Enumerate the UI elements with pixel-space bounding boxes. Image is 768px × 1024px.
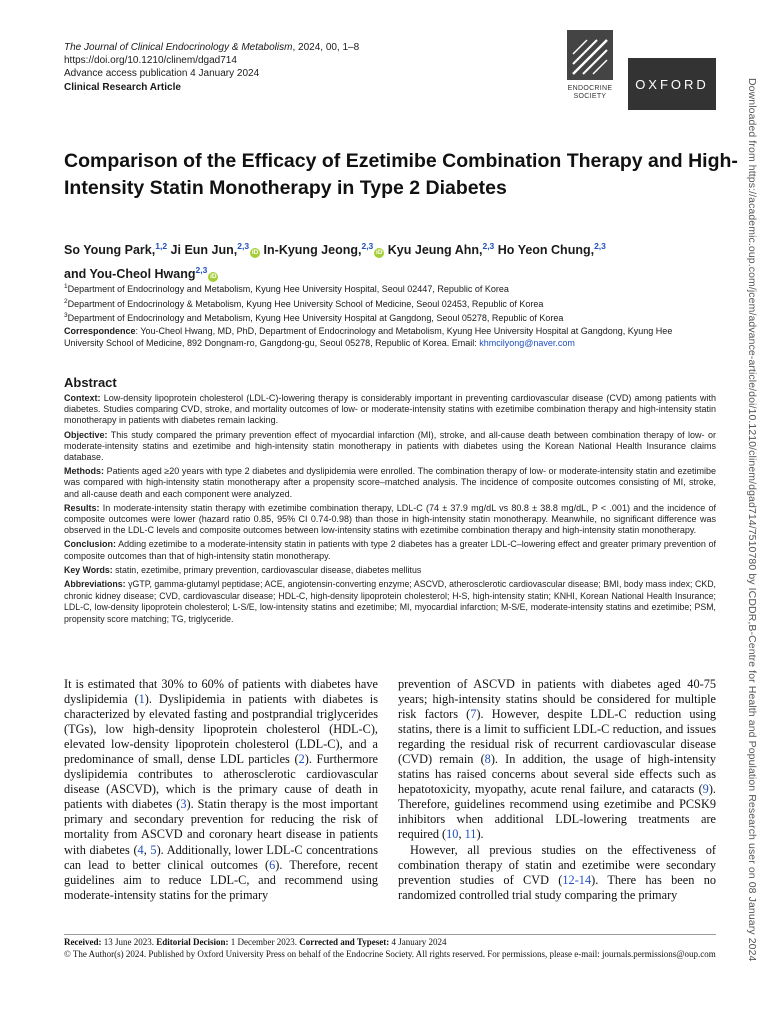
author-list bbox=[64, 236, 744, 284]
reference-link[interactable]: 10 bbox=[446, 827, 459, 842]
affiliations bbox=[64, 281, 744, 325]
author-name[interactable]: Ji Eun Jun, bbox=[170, 243, 238, 258]
body-paragraph: It is estimated that 30% to 60% of patients with diabetes have dyslipidemia (1). Dyslipidemia in patients with diabetes is characterized by elevated fasting and postprandial triglycerides (TGs), low high-density lipoprotein cholesterol (HDL-C), elevated low-density lipoprotein cholesterol (LDL-C), and a predominance of small, dense LDL particles (2). Furthermore dyslipidemia contributes to atherosclerotic cardiovascular disease (ASCVD), which is the primary cause of death in patients with diabetes (3). Statin therapy is the most important primary and secondary prevention for reducing the risk of mortality from ASCVD and coronary heart disease in patients with diabetes (4, 5). Additionally, lower LDL-C concentrations can lead to better clinical outcomes (6). Therefore, recent guidelines aim to reduce LDL-C, and recommend using moderate-intensity statins for the primary bbox=[64, 677, 379, 902]
journal-name: The Journal of Clinical Endocrinology & Metabolism bbox=[64, 42, 293, 53]
author-name[interactable]: Kyu Jeung Ahn, bbox=[387, 243, 483, 258]
orcid-icon[interactable]: iD bbox=[376, 249, 383, 257]
abstract-objective: Objective: This study compared the primary prevention effect of myocardial infarction (MI), stroke, and all-cause death between combination therapy of low- or moderate-intensity statins and ezetimibe and high-intensity statin monotherapy in patients with diabetes using the Korean National Health Insurance claims database. bbox=[64, 429, 716, 463]
reference-link[interactable]: 11 bbox=[464, 827, 477, 842]
doi-link[interactable]: https://doi.org/10.1210/clinem/dgad714 bbox=[64, 55, 237, 66]
reference-link[interactable]: 9 bbox=[702, 782, 709, 797]
correspondence-email-link[interactable]: khmcilyong@naver.com bbox=[479, 338, 575, 348]
abstract-conclusion: Conclusion: Adding ezetimibe to a moderate-intensity statin in patients with type 2 diabetes has a greater LDL-C–lowering effect and greater primary prevention of composite outcomes than that of high-intensity statin monotherapy. bbox=[64, 539, 716, 561]
article-title: Comparison of the Efficacy of Ezetimibe Combination Therapy and High-Intensity Statin Monotherapy in Type 2 Diabetes bbox=[64, 150, 738, 199]
affiliation-3: $^3$Department of Endocrinology and Metabolism, Kyung Hee University Hospital at Gangdong, Seoul 05278, Republic of Korea bbox=[64, 312, 564, 323]
reference-link[interactable]: 1 bbox=[138, 692, 145, 707]
correspondence-text: : You-Cheol Hwang, MD, PhD, Department of Endocrinology and Metabolism, Kyung Hee University Hospital at Gangdong, Kyung Hee University School of Medicine, 892 Dongnam-ro, Gangdong-gu, Seoul 05278, Republic of Korea. Email: bbox=[64, 326, 673, 348]
download-watermark-text: Downloaded from https://academic.oup.com/jcem/advance-article/doi/10.1210/clinem/dgad714/7510780 by ICDDR,B-Centre for Health and Population Research user on 08 January 2024 bbox=[746, 78, 758, 962]
reference-link[interactable]: 4 bbox=[137, 842, 144, 857]
reference-link[interactable]: 7 bbox=[470, 707, 477, 722]
abstract bbox=[64, 375, 716, 628]
endocrine-society-logo bbox=[560, 30, 620, 101]
reference-link[interactable]: 6 bbox=[269, 857, 276, 872]
author-name[interactable]: Ho Yeon Chung, bbox=[497, 243, 595, 258]
reference-link[interactable]: 2 bbox=[298, 752, 305, 767]
oxford-logo: OXFORD bbox=[628, 58, 716, 110]
endocrine-society-name: ENDOCRINE SOCIETY bbox=[567, 85, 613, 100]
body-column-right bbox=[398, 677, 716, 903]
journal-header bbox=[64, 41, 359, 94]
orcid-icon[interactable]: iD bbox=[251, 249, 259, 257]
author-affiliation-sup[interactable]: 2,3 bbox=[195, 265, 208, 276]
abstract-results: Results: In moderate-intensity statin therapy with ezetimibe combination therapy, LDL-C (74 ± 37.9 mg/dL vs 80.8 ± 38.8 mg/dL, P < .001) and the incidence of composite outcomes were lower (hazard ratio 0.85, 95% CI 0.74-0.98) than those in high-intensity statin monotherapy. Meanwhile, no significant difference was observed in the LDL-C levels and composite outcomes between low-intensity statins with ezetimibe combination therapy and high-intensity statin monotherapy. bbox=[64, 502, 716, 536]
affiliation-1: $^1$Department of Endocrinology and Metabolism, Kyung Hee University Hospital, Seoul 02447, Republic of Korea bbox=[64, 283, 509, 294]
body-paragraph: prevention of ASCVD in patients with diabetes aged 40-75 years; high-intensity statins should be considered for multiple risk factors (7). However, despite LDL-C reduction using statins, there is a limit to sufficient LDL-C reduction, and issues regarding the residual risk of recurrent cardiovascular disease (CVD) remain (8). In addition, the usage of high-intensity statins has raised concerns about several side effects such as hepatotoxicity, myopathy, acute renal failure, and cataracts (9). Therefore, guidelines recommend using ezetimibe and PCSK9 inhibitors when additional LDL-lowering treatments are required (10, 11). bbox=[398, 677, 717, 842]
reference-link[interactable]: 8 bbox=[484, 752, 491, 767]
copyright-notice: © The Author(s) 2024. Published by Oxford University Press on behalf of the Endocrine Society. All rights reserved. For permissions, please e-mail: journals.permissions@oup.com bbox=[64, 948, 716, 959]
abbreviations: Abbreviations: γGTP, gamma-glutamyl peptidase; ACE, angiotensin-converting enzyme; ASCVD, atherosclerotic cardiovascular disease; BMI, body mass index; CKD, chronic kidney disease; CVD, cardiovascular disease; HDL-C, high-density lipoprotein cholesterol; H-S, high-intensity statin; KNHI, Korean National Health Insurance; LDL-C, low-density lipoprotein cholesterol; L-S/E, low-intensity statins and ezetimibe; MI, myocardial infarction; M-S/E, moderate-intensity statins and ezetimibe; PSM, propensity score matching; TG, triglyceride. bbox=[64, 579, 716, 624]
article-history: Received: 13 June 2023. Editorial Decision: 1 December 2023. Corrected and Typeset: 4 January 2024 bbox=[64, 937, 447, 947]
abstract-context: Context: Low-density lipoprotein cholesterol (LDL-C)-lowering therapy is considerably important in preventing cardiovascular disease (CVD) among patients with diabetes. Studies comparing CVD, stroke, and mortality outcomes of low- or moderate-intensity statins with ezetimibe combination therapy and high-intensity statin monotherapy in patients with diabetes remain lacking. bbox=[64, 393, 716, 426]
author-affiliation-sup[interactable]: 2,3 bbox=[237, 241, 250, 251]
journal-citation: , 2024, 00, 1–8 bbox=[292, 42, 360, 53]
abstract-methods: Methods: Patients aged ≥20 years with type 2 diabetes and dyslipidemia were enrolled. The combination therapy of low- or moderate-intensity statin and ezetimibe was compared with high-intensity statin monotherapy after a propensity score–matched analysis. The incidence of composite outcomes consisting of MI, stroke, and all-cause death and each component were analyzed. bbox=[64, 466, 716, 499]
author-name[interactable]: In-Kyung Jeong, bbox=[263, 243, 362, 258]
reference-link[interactable]: 12-14 bbox=[562, 872, 592, 887]
orcid-icon[interactable]: iD bbox=[210, 273, 217, 281]
advance-access-date: Advance access publication 4 January 2024 bbox=[64, 68, 260, 79]
author-affiliation-sup[interactable]: 1,2 bbox=[155, 241, 168, 251]
abstract-heading: Abstract bbox=[64, 375, 117, 390]
keywords: Key Words: statin, ezetimibe, primary prevention, cardiovascular disease, diabetes mellitus bbox=[64, 564, 422, 575]
correspondence-label: Correspondence bbox=[64, 326, 136, 336]
body-paragraph: However, all previous studies on the effectiveness of combination therapy of statin and ezetimibe were secondary prevention studies of CVD (12-14). There has been no randomized controlled trial study comparing the primary bbox=[398, 842, 716, 902]
body-column-left bbox=[64, 677, 378, 903]
article-type: Clinical Research Article bbox=[64, 82, 181, 93]
footer-divider bbox=[64, 934, 716, 935]
correspondence bbox=[64, 325, 704, 349]
reference-link[interactable]: 3 bbox=[180, 797, 187, 812]
download-watermark bbox=[744, 78, 760, 962]
affiliation-2: $^2$Department of Endocrinology & Metabolism, Kyung Hee University School of Medicine, Seoul 02453, Republic of Korea bbox=[64, 297, 544, 309]
author-name[interactable]: and You-Cheol Hwang bbox=[64, 267, 196, 282]
author-name[interactable]: So Young Park, bbox=[64, 243, 156, 258]
author-affiliation-sup[interactable]: 2,3 bbox=[594, 241, 606, 251]
author-affiliation-sup[interactable]: 2,3 bbox=[361, 241, 374, 251]
endocrine-society-icon bbox=[567, 30, 613, 80]
reference-link[interactable]: 5 bbox=[150, 842, 157, 857]
author-affiliation-sup[interactable]: 2,3 bbox=[482, 241, 495, 251]
article-footer bbox=[64, 937, 716, 960]
